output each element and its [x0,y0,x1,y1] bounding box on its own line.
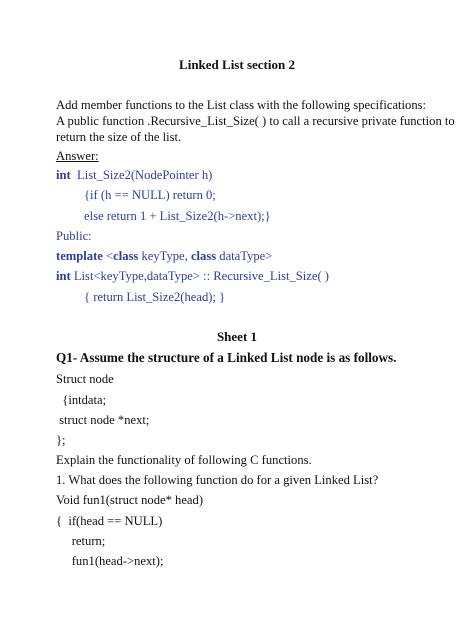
public-label: Public: [56,229,92,243]
code-line-recursive-case: else return 1 + List_Size2(h->next);} [84,209,271,223]
question-1: Q1- Assume the structure of a Linked List node is as follows. [56,350,397,365]
struct-line-3: struct node *next; [56,413,150,427]
fun-line-2: { if(head == NULL) [56,514,163,528]
section-title: Linked List section 2 [179,57,295,72]
intro-line-3: return the size of the list. [56,130,182,144]
keyword-class: class [113,249,139,263]
fun-line-3: return; [56,534,106,548]
fun-line-1: Void fun1(struct node* head) [56,493,204,507]
explain-text: Explain the functionality of following C functions. [56,453,312,467]
intro-line-1: Add member functions to the List class with the following specifications: [56,98,427,112]
code-line-base-case: {if (h == NULL) return 0; [84,188,216,202]
struct-line-1: Struct node [56,372,114,386]
keyword-class: class [190,249,217,263]
keyword-template: template [56,249,103,263]
code-line-template: template <class keyType, class dataType> [56,249,273,263]
code-line-function-signature [56,167,212,183]
keyword-int: int [56,269,71,283]
intro-line-2: A public function .Recursive_List_Size( ) to call a recursive private function to [56,114,455,128]
fun-line-4: fun1(head->next); [56,554,164,568]
question-1-1: 1. What does the following function do for a given Linked List? [56,473,379,487]
struct-line-4: }; [56,433,66,447]
answer-label: Answer: [56,149,99,163]
sheet-title: Sheet 1 [216,329,258,344]
code-line-method-signature: int List<keyType,dataType> :: Recursive_List_Size( ) [56,269,330,283]
struct-line-2: {intdata; [56,393,107,407]
code-line-method-body: { return List_Size2(head); } [84,290,226,304]
code-signature-rest: List_Size2(NodePointer h) [70,168,213,182]
keyword-int: int [56,168,71,182]
